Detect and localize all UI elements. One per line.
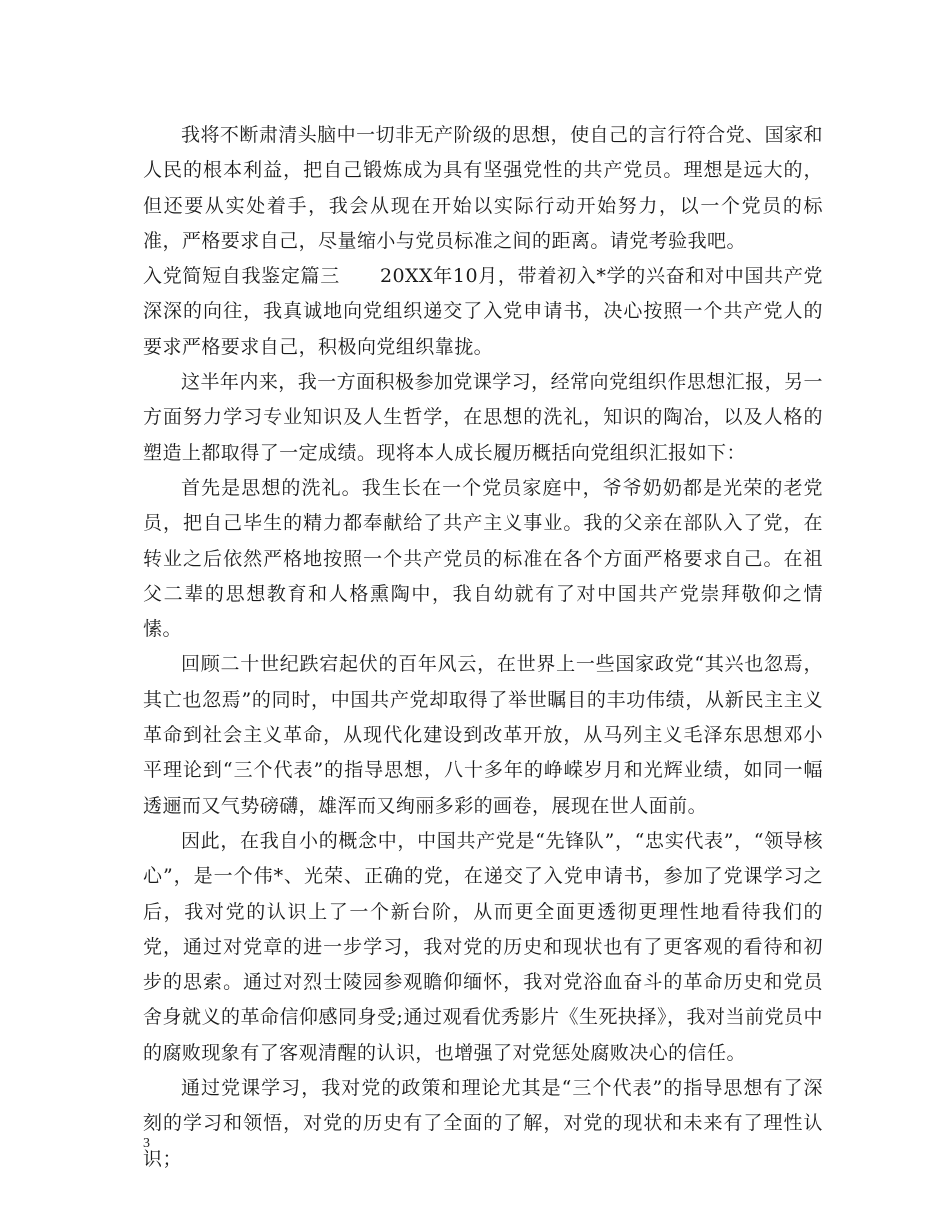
section-heading: 入党简短自我鉴定篇三 <box>143 265 340 288</box>
paragraph-1: 我将不断肃清头脑中一切非无产阶级的思想，使自己的言行符合党、国家和人民的根本利益，把自己锻炼成为具有坚强党性的共产党员。理想是远大的，但还要从实处着手，我会从现在开始以实际行动开始努力，以一个党员的标准，严格要求自己，尽量缩小与党员标准之间的距离。请党考验我吧。 <box>143 124 823 252</box>
paragraph-7: 通过党课学习，我对党的政策和理论尤其是“三个代表”的指导思想有了深刻的学习和领悟，对党的历史有了全面的了解，对党的现状和未来有了理性认识； <box>143 1077 823 1170</box>
paragraph-2: 20XX年10月，带着初入*学的兴奋和对中国共产党深深的向往，我真诚地向党组织递交了入党申请书，决心按照一个共产党人的要求严格要求自己，积极向党组织靠拢。 <box>143 265 823 358</box>
section-paragraph <box>143 259 823 365</box>
paragraph-3: 这半年内来，我一方面积极参加党课学习，经常向党组织作思想汇报，另一方面努力学习专业知识及人生哲学，在思想的洗礼，知识的陶冶，以及人格的塑造上都取得了一定成绩。现将本人成长履历概括向党组织汇报如下： <box>143 371 823 464</box>
paragraph-5: 回顾二十世纪跌宕起伏的百年风云，在世界上一些国家政党“其兴也忽焉，其亡也忽焉”的同时，中国共产党却取得了举世瞩目的丰功伟绩，从新民主主义革命到社会主义革命，从现代化建设到改革开放，从马列主义毛泽东思想邓小平理论到“三个代表”的指导思想，八十多年的峥嵘岁月和光辉业绩，如同一幅透逦而又气势磅礴，雄浑而又绚丽多彩的画卷，展现在世人面前。 <box>143 653 823 817</box>
document-body <box>143 118 823 1177</box>
paragraph-6: 因此，在我自小的概念中，中国共产党是“先锋队”，“忠实代表”，“领导核心”，是一个伟*、光荣、正确的党，在递交了入党申请书，参加了党课学习之后，我对党的认识上了一个新台阶，从而更全面更透彻更理性地看待我们的党，通过对党章的进一步学习，我对党的历史和现状也有了更客观的看待和初步的思索。通过对烈士陵园参观瞻仰缅怀，我对党浴血奋斗的革命历史和党员舍身就义的革命信仰感同身受;通过观看优秀影片《生死抉择》，我对当前党员中的腐败现象有了客观清醒的认识，也增强了对党惩处腐败决心的信任。 <box>143 829 823 1064</box>
page-number: 3 <box>143 1136 150 1151</box>
paragraph-4: 首先是思想的洗礼。我生长在一个党员家庭中，爷爷奶奶都是光荣的老党员，把自己毕生的精力都奉献给了共产主义事业。我的父亲在部队入了党，在转业之后依然严格地按照一个共产党员的标准在各个方面严格要求自己。在祖父二辈的思想教育和人格熏陶中，我自幼就有了对中国共产党崇拜敬仰之情愫。 <box>143 476 823 641</box>
